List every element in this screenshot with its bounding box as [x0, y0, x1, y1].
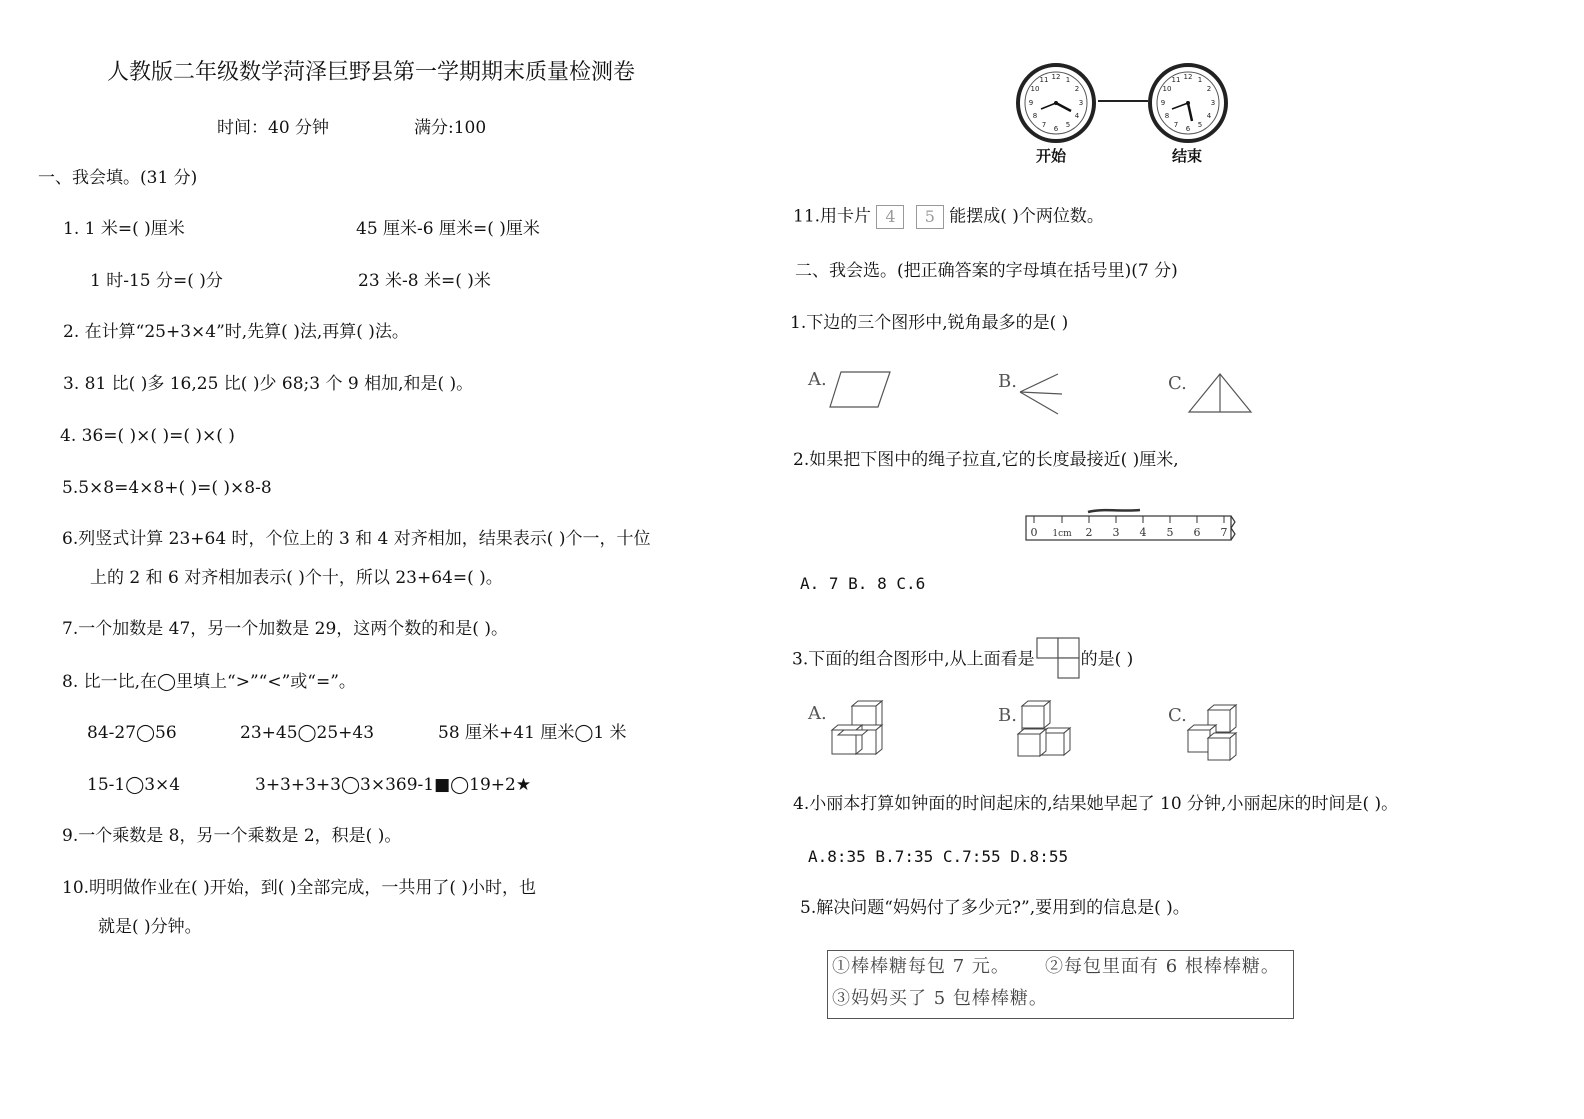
svg-text:3: 3 [1078, 99, 1084, 107]
svg-text:5: 5 [1197, 121, 1203, 129]
clock-start [1018, 65, 1094, 141]
page-title: 人教版二年级数学菏泽巨野县第一学期期末质量检测卷 [107, 60, 636, 85]
s2-q1-option-c-label: C. [1168, 373, 1187, 394]
triangle-shape [1187, 372, 1253, 414]
q1-line-b: 45 厘米-6 厘米=( )厘米 [356, 219, 540, 239]
section-1-heading: 一、我会填。(31 分) [38, 168, 198, 188]
s2-q3-option-c-label: C. [1168, 705, 1187, 726]
info-3: ③妈妈买了 5 包棒棒糖。 [832, 988, 1048, 1009]
q10-text-line2: 就是( )分钟。 [98, 917, 202, 937]
s2-q1-option-a-label: A. [808, 369, 827, 390]
cube-stack-c [1184, 700, 1246, 766]
q8-text: 8. 比一比,在◯里填上“>”“<”或“=”。 [62, 672, 356, 692]
q2-text: 2. 在计算“25+3×4”时,先算( )法,再算( )法。 [63, 322, 409, 342]
ruler-label-4: 4 [1139, 526, 1147, 539]
section-2-heading: 二、我会选。(把正确答案的字母填在括号里)(7 分) [795, 261, 1178, 281]
s2-q3-option-a-label: A. [808, 703, 827, 724]
info-1: ①棒棒糖每包 7 元。 [832, 956, 1010, 977]
q9-text: 9.一个乘数是 8，另一个乘数是 2，积是( )。 [62, 826, 402, 846]
q11-prefix: 11.用卡片 [793, 206, 872, 227]
svg-text:3: 3 [1210, 99, 1216, 107]
s2-q3-option-b-label: B. [998, 705, 1017, 726]
svg-text:7: 7 [1041, 121, 1047, 129]
svg-text:1: 1 [1197, 76, 1203, 84]
ruler-label-2: 2 [1085, 526, 1093, 539]
svg-text:9: 9 [1160, 99, 1166, 107]
ruler-label-6: 6 [1193, 526, 1201, 539]
clock-end-label: 结束 [1172, 147, 1203, 165]
card-4: 4 [876, 205, 904, 229]
s2-q1-text: 1.下边的三个图形中,锐角最多的是( ) [790, 313, 1069, 333]
ruler-label-5: 5 [1166, 526, 1174, 539]
q3-text: 3. 81 比( )多 16,25 比( )少 68;3 个 9 相加,和是( )。 [63, 374, 474, 394]
svg-text:4: 4 [1206, 112, 1212, 120]
q8-compare-1: 84-27◯56 [87, 723, 177, 743]
q8-compare-3: 58 厘米+41 厘米◯1 米 [438, 723, 627, 743]
ruler-label-1: 1cm [1052, 529, 1072, 539]
exam-full-score: 满分:100 [414, 118, 487, 138]
svg-text:10: 10 [1162, 85, 1172, 93]
svg-text:6: 6 [1053, 125, 1059, 133]
svg-text:8: 8 [1032, 112, 1038, 120]
svg-text:8: 8 [1164, 112, 1170, 120]
svg-text:9: 9 [1028, 99, 1034, 107]
q8-compare-5: 3+3+3+3◯3×369-1■◯19+2★ [255, 775, 532, 795]
svg-text:2: 2 [1074, 85, 1080, 93]
svg-text:4: 4 [1074, 112, 1080, 120]
q7-text: 7.一个加数是 47，另一个加数是 29，这两个数的和是( )。 [62, 619, 508, 639]
info-2: ②每包里面有 6 根棒棒糖。 [1045, 956, 1280, 977]
clock-start-label: 开始 [1036, 147, 1067, 165]
cube-stack-a [828, 700, 888, 762]
s2-q4-text: 4.小丽本打算如钟面的时间起床的,结果她早起了 10 分钟,小丽起床的时间是( )。 [793, 794, 1399, 814]
q1-line-c: 1 时-15 分=( )分 [90, 271, 223, 291]
q6-text-line2: 上的 2 和 6 对齐相加表示( )个十，所以 23+64=( )。 [90, 568, 503, 588]
ruler-with-rope [1022, 504, 1240, 544]
s2-q2-options: A. 7 B. 8 C.6 [800, 574, 926, 593]
svg-text:12: 12 [1051, 73, 1061, 81]
q5-text: 5.5×8=4×8+( )=( )×8-8 [62, 478, 272, 498]
svg-text:5: 5 [1065, 121, 1071, 129]
top-view-shape [1035, 637, 1081, 679]
ruler-label-7: 7 [1220, 526, 1228, 539]
q8-compare-2: 23+45◯25+43 [240, 723, 375, 743]
q8-compare-4: 15-1◯3×4 [87, 775, 181, 795]
exam-time: 时间：40 分钟 [217, 118, 330, 138]
angles-shape [1018, 372, 1064, 416]
s2-q4-options: A.8:35 B.7:35 C.7:55 D.8:55 [808, 847, 1069, 866]
svg-text:10: 10 [1030, 85, 1040, 93]
card-5: 5 [916, 205, 944, 229]
svg-text:2: 2 [1206, 85, 1212, 93]
q4-text: 4. 36=( )×( )=( )×( ) [60, 426, 235, 446]
s2-q3-suffix: 的是( ) [1080, 649, 1134, 670]
s2-q3-prefix: 3.下面的组合图形中,从上面看是 [792, 649, 1035, 670]
q6-text-line1: 6.列竖式计算 23+64 时，个位上的 3 和 4 对齐相加，结果表示( )个一，十位 [62, 529, 651, 549]
clock-end [1150, 65, 1226, 141]
q10-text-line1: 10.明明做作业在( )开始，到( )全部完成，一共用了( )小时，也 [62, 878, 537, 898]
cube-stack-b [1014, 700, 1074, 762]
q1-line-a: 1. 1 米=( )厘米 [63, 219, 185, 239]
q11-suffix: 能摆成( )个两位数。 [949, 206, 1104, 227]
svg-text:11: 11 [1039, 76, 1049, 84]
s2-q1-option-b-label: B. [998, 371, 1017, 392]
s2-q3-text [792, 639, 1133, 681]
ruler-label-0: 0 [1030, 526, 1038, 539]
ruler-label-3: 3 [1112, 526, 1120, 539]
s2-q2-text: 2.如果把下图中的绳子拉直,它的长度最接近( )厘米, [793, 450, 1179, 470]
q11-row [793, 205, 1104, 229]
svg-text:6: 6 [1185, 125, 1191, 133]
parallelogram-shape [828, 370, 892, 410]
svg-text:12: 12 [1183, 73, 1193, 81]
svg-text:11: 11 [1171, 76, 1181, 84]
svg-text:1: 1 [1065, 76, 1071, 84]
clock-diagram [1016, 63, 1231, 143]
s2-q5-text: 5.解决问题“妈妈付了多少元?”,要用到的信息是( )。 [800, 898, 1190, 918]
svg-text:7: 7 [1173, 121, 1179, 129]
q1-line-d: 23 米-8 米=( )米 [358, 271, 491, 291]
